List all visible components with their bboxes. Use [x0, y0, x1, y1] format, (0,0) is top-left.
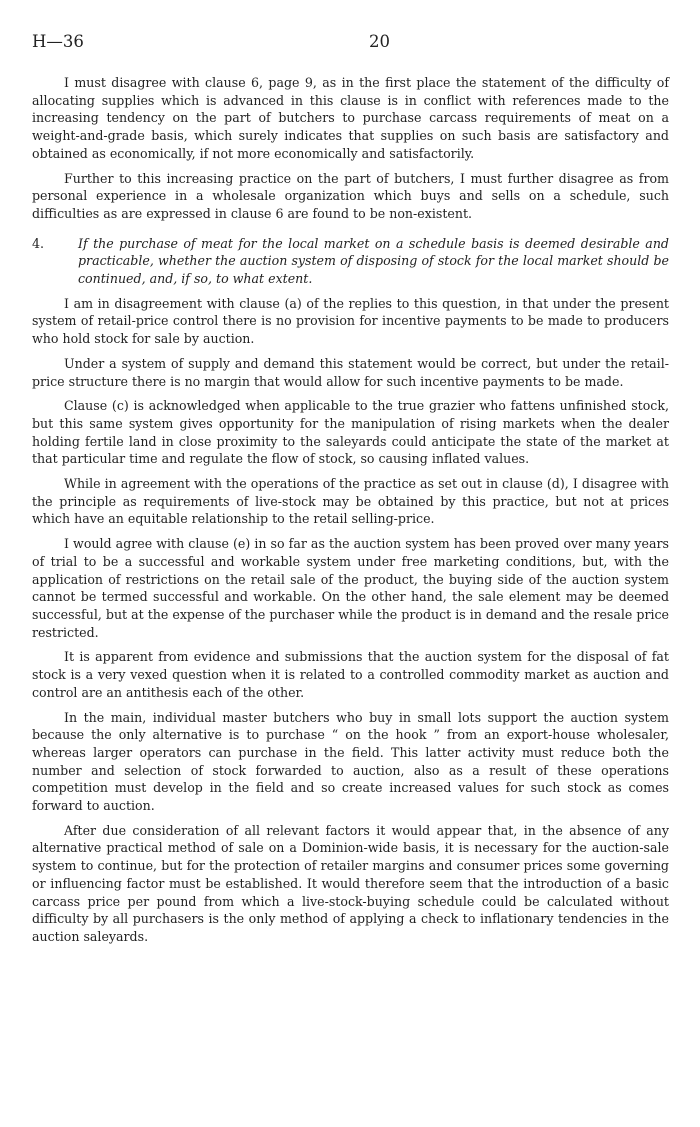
paragraph: Clause (c) is acknowledged when applicable to the true grazier who fattens unfinished stock, but this same system gives opportunity for the manipulation of rising markets when the dealer holding fertile land in close proximity to the saleyards could anticipate the state of the market at that particular time and regulate the flow of stock, so causing inflated values. — [32, 398, 669, 467]
document-code: H—36 — [32, 32, 84, 51]
paragraph: Under a system of supply and demand this statement would be correct, but under the retail-price structure there is no margin that would allow for such incentive payments to be made. — [32, 355, 669, 389]
paragraph: After due consideration of all relevant factors it would appear that, in the absence of any alternative practical method of sale on a Dominion-wide basis, it is necessary for the auction-sale system to continue, but for the protection of retailer margins and consumer prices some governing or influencing factor must be established. It would therefore seem that the introduction of a basic carcass price per pound from which a live-stock-buying schedule could be calculated without difficulty by all purchasers is the only method of applying a check to inflationary tendencies in the auction saleyards. — [32, 822, 669, 944]
page-number: 20 — [369, 32, 390, 51]
paragraph: I am in disagreement with clause (a) of the replies to this question, in that under the present system of retail-price control there is no provision for incentive payments to be made to producers who hold stock for sale by auction. — [32, 295, 669, 347]
paragraph: I must disagree with clause 6, page 9, as in the first place the statement of the difficulty of allocating supplies which is advanced in this clause is in conflict with references made to the increasing tendency on the part of butchers to purchase carcass requirements of meat on a weight-and-grade basis, which surely indicates that supplies on such basis are satisfactory and obtained as economically, if not more economically and satisfactorily. — [32, 75, 669, 161]
question-number: 4. — [32, 235, 45, 251]
paragraph: I would agree with clause (e) in so far as the auction system has been proved over many years of trial to be a successful and workable system under free marketing conditions, but, with the application of restrictions on the retail sale of the product, the buying side of the auction system cannot be termed successful and workable. On the other hand, the sale element may be deemed successful, but at the expense of the purchaser while the product is in demand and the resale price restricted. — [32, 536, 669, 640]
paragraph: It is apparent from evidence and submissions that the auction system for the disposal of fat stock is a very vexed question when it is related to a controlled commodity market as auction and control are an antithesis each of the other. — [32, 649, 669, 700]
page-header — [32, 32, 676, 56]
question-text: If the purchase of meat for the local market on a schedule basis is deemed desirable and practicable, whether the auction system of disposing of stock for the local market should be continued, and, if so, to what extent. — [78, 235, 669, 287]
paragraph: In the main, individual master butchers who buy in small lots support the auction system because the only alternative is to purchase “ on the hook ” from an export-house wholesaler, whereas larger operators can purchase in the field. This latter activity must reduce both the number and selection of stock forwarded to auction, also as a result of these operations competition must develop in the field and so create increased values for such stock as comes forward to auction. — [32, 709, 669, 814]
question-heading — [32, 235, 669, 288]
paragraph: Further to this increasing practice on the part of butchers, I must further disagree as from personal experience in a wholesale organization which buys and sells on a schedule, such difficulties as are expressed in clause 6 are found to be non-existent. — [32, 170, 669, 221]
document-body — [32, 74, 669, 953]
paragraph: While in agreement with the operations of the practice as set out in clause (d), I disagree with the principle as requirements of live-stock may be obtained by this practice, but not at prices which have an equitable relationship to the retail selling-price. — [32, 476, 669, 527]
